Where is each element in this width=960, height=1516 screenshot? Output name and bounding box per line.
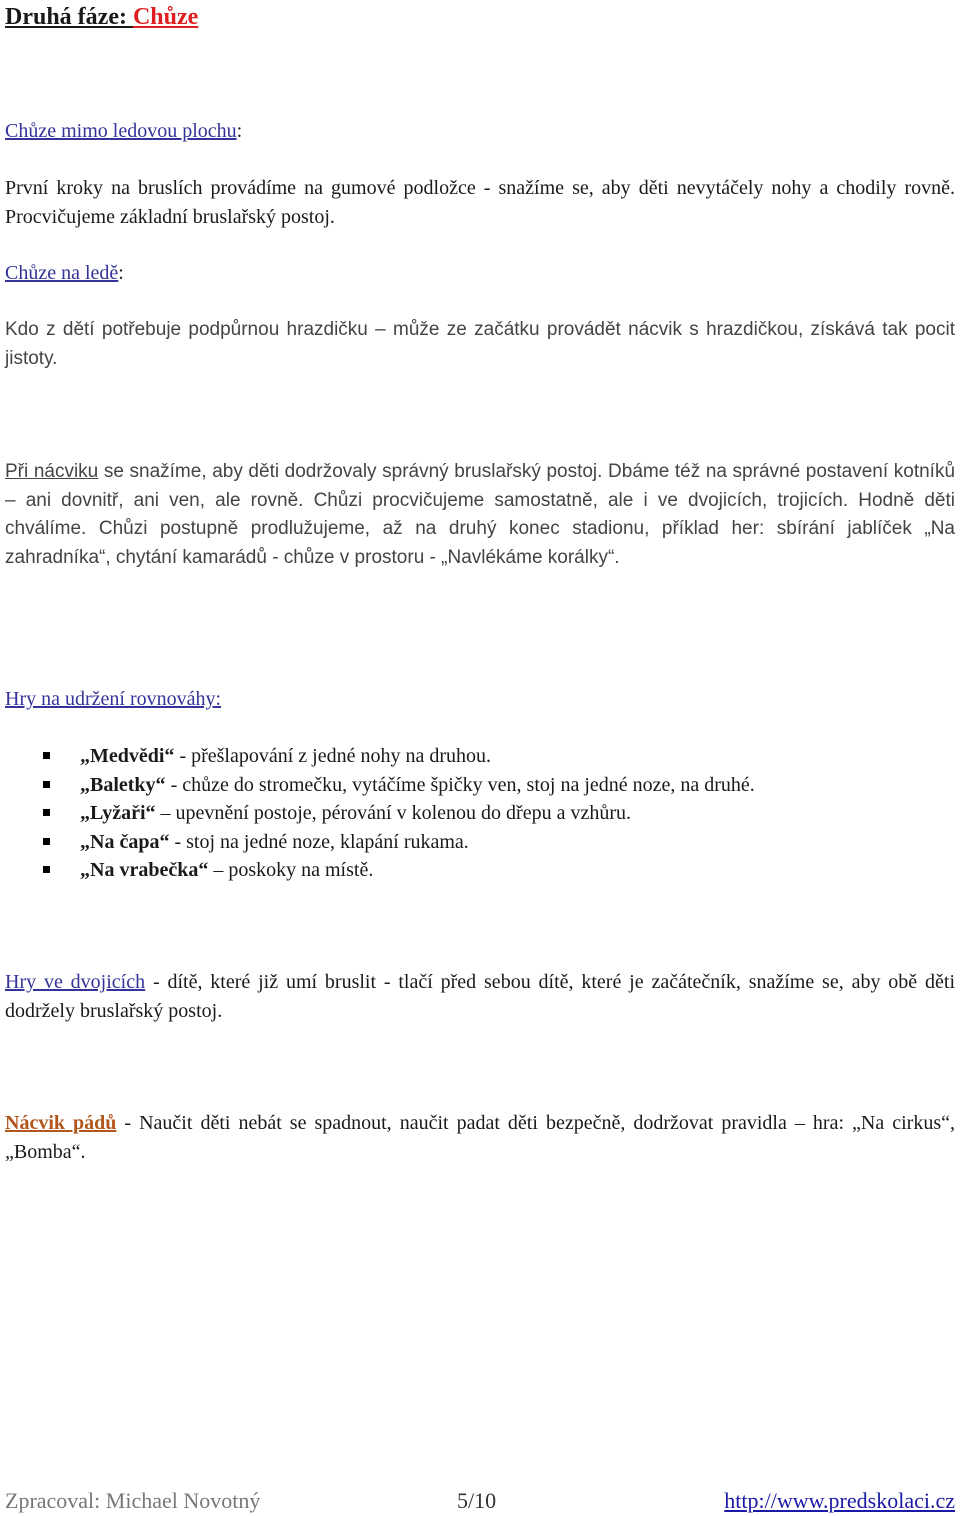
game-description: - chůze do stromečku, vytáčíme špičky ven, stoj na jedné noze, na druhé. bbox=[165, 773, 755, 796]
section-heading-balance-games bbox=[5, 685, 221, 714]
game-name: „Lyžaři“ bbox=[80, 802, 156, 824]
bullet-square-icon bbox=[43, 809, 50, 816]
footer-author: Zpracoval: Michael Novotný bbox=[5, 1488, 261, 1513]
list-item bbox=[5, 771, 755, 800]
falls-text: - Naučit děti nebát se spadnout, naučit padat děti bezpečně, dodržovat pravidla – hra: „Na cirkus“, „Bomba“. bbox=[5, 1112, 956, 1163]
game-name: „Na čapa“ bbox=[80, 830, 170, 853]
heading-off-ice-label: Chůze mimo ledovou plochu bbox=[5, 120, 237, 142]
paragraph-practice bbox=[5, 458, 955, 572]
heading-off-ice-suffix: : bbox=[236, 120, 243, 142]
paragraph-falls bbox=[5, 1109, 955, 1166]
footer-url[interactable]: http://www.predskolaci.cz bbox=[724, 1488, 955, 1513]
section-heading-on-ice bbox=[5, 259, 124, 288]
practice-lead: Při nácviku bbox=[5, 461, 99, 482]
list-item bbox=[5, 742, 755, 771]
list-item bbox=[5, 856, 755, 885]
game-description: – upevnění postoje, pérování v kolenou do dřepu a vzhůru. bbox=[155, 802, 631, 824]
pair-games-text: - dítě, které již umí bruslit - tlačí před sebou dítě, které je začátečník, snažíme se, aby obě děti dodržely bruslařský postoj. bbox=[5, 971, 956, 1022]
game-name: „Na vrabečka“ bbox=[80, 859, 209, 881]
paragraph-pair-games bbox=[5, 968, 955, 1025]
game-description: - stoj na jedné noze, klapání rukama. bbox=[169, 830, 469, 853]
heading-balance-label: Hry na udržení rovnováhy: bbox=[5, 688, 222, 710]
pair-games-lead: Hry ve dvojicích bbox=[5, 971, 146, 993]
heading-on-ice-suffix: : bbox=[118, 262, 124, 284]
page-title bbox=[5, 2, 198, 32]
bullet-square-icon bbox=[43, 866, 50, 873]
page-title-highlight: Chůze bbox=[132, 4, 199, 30]
section-heading-off-ice bbox=[5, 117, 242, 146]
heading-on-ice-label: Chůze na ledě bbox=[5, 262, 119, 284]
game-description: - přešlapování z jedné nohy na druhou. bbox=[174, 745, 492, 767]
game-name: „Baletky“ bbox=[80, 773, 166, 796]
footer-page-number: 5/10 bbox=[457, 1488, 497, 1513]
footer-website-link[interactable] bbox=[724, 1486, 955, 1516]
bullet-square-icon bbox=[43, 781, 50, 788]
balance-games-list bbox=[5, 742, 755, 885]
game-name: „Medvědi“ bbox=[80, 745, 175, 767]
game-description: – poskoky na místě. bbox=[208, 859, 374, 881]
paragraph-off-ice: První kroky na bruslích provádíme na gumové podložce - snažíme se, aby děti nevytáčely nohy a chodily rovně. Procvičujeme základní bruslařský postoj. bbox=[5, 177, 955, 228]
paragraph-on-ice: Kdo z dětí potřebuje podpůrnou hrazdičku – může ze začátku provádět nácvik s hrazdičkou, získává tak pocit jistoty. bbox=[5, 319, 955, 369]
list-item bbox=[5, 828, 755, 857]
falls-lead: Nácvik pádů bbox=[5, 1112, 117, 1134]
practice-text: se snažíme, aby děti dodržovaly správný bruslařský postoj. Dbáme též na správné postavení kotníků – ani dovnitř, ani ven, ale rovně. Chůzi procvičujeme samostatně, ale i ve dvojicích, trojicích. Hodně děti chválíme. Chůzi postupně prodlužujeme, až na druhý konec stadionu, příklad her: sbírání jablíček „Na zahradníka“, chytání kamarádů - chůze v prostoru - „Navlékáme korálky“. bbox=[5, 461, 956, 568]
list-item bbox=[5, 799, 755, 828]
bullet-square-icon bbox=[43, 752, 50, 759]
bullet-square-icon bbox=[43, 838, 50, 845]
page-title-prefix: Druhá fáze: bbox=[5, 4, 133, 30]
